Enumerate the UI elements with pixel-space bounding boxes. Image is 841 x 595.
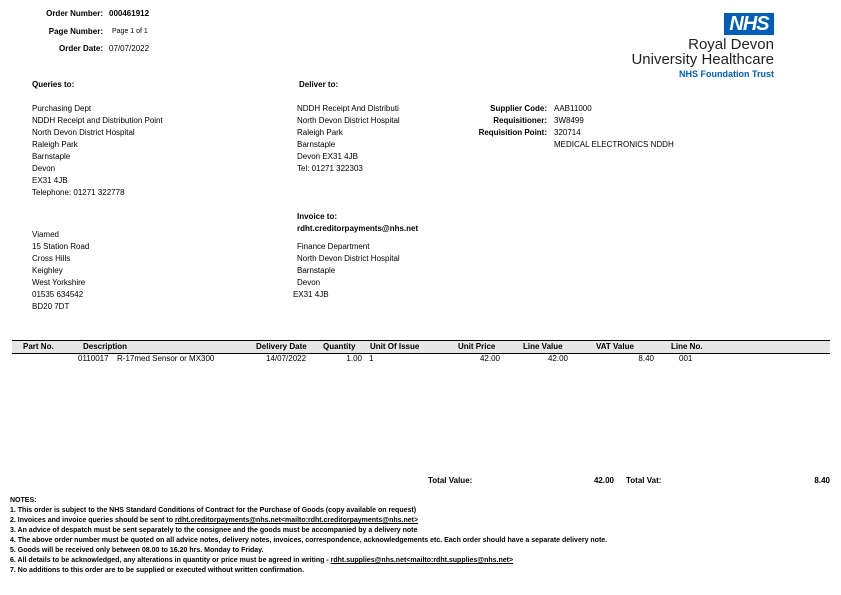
requisition-point-label: Requisition Point:	[478, 128, 547, 137]
cell-unit-price: 42.00	[479, 354, 500, 363]
note-7: 7. No additions to this order are to be supplied or executed without written confirmation.	[10, 567, 305, 574]
address-line: Viamed	[32, 230, 59, 239]
total-value: 42.00	[593, 476, 614, 485]
note-6	[10, 556, 607, 566]
trust-name: NHS Foundation Trust	[679, 69, 774, 79]
note-1: 1. This order is subject to the NHS Standard Conditions of Contract for the Purchase of Goods (copy available on request)	[10, 507, 417, 514]
address-line: BD20 7DT	[32, 302, 70, 311]
cell-delivery-date: 14/07/2022	[266, 354, 307, 363]
address-line: EX31 4JB	[32, 176, 68, 185]
total-vat-label: Total Vat:	[626, 476, 662, 485]
address-line: Devon	[297, 278, 321, 287]
invoice-to-address	[293, 241, 400, 301]
note-6-text: 6. All details to be acknowledged, any alterations in quantity or price must be agreed in writing -	[10, 557, 331, 564]
supplier-address	[32, 229, 89, 313]
col-part-no: Part No.	[23, 342, 54, 351]
note-3: 3. An advice of despatch must be sent separately to the consignee and the goods must be accompanied by a delivery note	[10, 527, 418, 534]
org-name-line2: University Healthcare	[631, 51, 774, 68]
invoice-to-label: Invoice to:	[297, 212, 338, 221]
address-line: Telephone: 01271 322778	[32, 188, 125, 197]
deliver-to-label: Deliver to:	[299, 80, 339, 89]
cell-line-no: 001	[679, 354, 693, 363]
order-number-label: Order Number:	[46, 9, 103, 18]
col-unit-of-issue: Unit Of Issue	[370, 342, 420, 351]
cell-vat-value: 8.40	[638, 354, 654, 363]
notes-title: NOTES:	[10, 497, 37, 504]
col-vat-value: VAT Value	[596, 342, 634, 351]
address-line: Devon	[32, 164, 56, 173]
address-line: 01535 634542	[32, 290, 84, 299]
order-date: 07/07/2022	[109, 44, 150, 53]
order-date-label: Order Date:	[58, 44, 103, 53]
supplier-code-label: Supplier Code:	[490, 104, 547, 113]
col-line-value: Line Value	[523, 342, 563, 351]
col-line-no: Line No.	[671, 342, 703, 351]
nhs-logo-badge: NHS	[724, 13, 774, 35]
cell-quantity: 1.00	[346, 354, 362, 363]
order-number: 000461912	[109, 9, 150, 18]
address-line: North Devon District Hospital	[297, 116, 400, 125]
address-line: Devon EX31 4JB	[297, 152, 358, 161]
address-line: Barnstaple	[297, 266, 336, 275]
address-line: West Yorkshire	[32, 278, 86, 287]
total-value-label: Total Value:	[428, 476, 473, 485]
col-description: Description	[83, 342, 128, 351]
address-line: NDDH Receipt And Distributi	[297, 104, 399, 113]
queries-to-label: Queries to:	[32, 80, 75, 89]
address-line: North Devon District Hospital	[297, 254, 400, 263]
cell-part-no: 0110017	[78, 354, 109, 363]
queries-to-address	[32, 103, 163, 199]
address-line: Finance Department	[297, 242, 370, 251]
creditor-email-link[interactable]: rdht.creditorpayments@nhs.net<mailto:rdht.creditorpayments@nhs.net>	[174, 517, 419, 524]
deliver-to-address	[297, 103, 400, 175]
supplies-email-link[interactable]: rdht.supplies@nhs.net<mailto:rdht.supplies@nhs.net>	[330, 557, 514, 564]
address-line: North Devon District Hospital	[32, 128, 135, 137]
address-line: Barnstaple	[32, 152, 71, 161]
cell-description: R-17med Sensor or MX300	[117, 354, 215, 363]
address-line: Raleigh Park	[32, 140, 78, 149]
address-line: 15 Station Road	[32, 242, 90, 251]
table-header	[12, 340, 830, 354]
invoice-email: rdht.creditorpayments@nhs.net	[297, 224, 419, 233]
requisition-point: 320714	[554, 128, 581, 137]
note-5: 5. Goods will be received only between 08.00 to 16.20 hrs. Monday to Friday.	[10, 547, 264, 554]
note-4: 4. The above order number must be quoted on all advice notes, delivery notes, invoices, correspondence, acknowledgements etc. Each order should have a separate delivery note.	[10, 537, 608, 544]
address-line: Barnstaple	[297, 140, 336, 149]
address-line: EX31 4JB	[293, 290, 329, 299]
address-line: Tel: 01271 322303	[297, 164, 363, 173]
requisitioner-label: Requisitioner:	[493, 116, 547, 125]
department: MEDICAL ELECTRONICS NDDH	[554, 140, 674, 149]
col-unit-price: Unit Price	[458, 342, 496, 351]
note-2	[10, 516, 607, 526]
address-line: NDDH Receipt and Distribution Point	[32, 116, 163, 125]
address-line: Keighley	[32, 266, 63, 275]
org-name-line1: Royal Devon	[688, 36, 774, 53]
cell-line-value: 42.00	[547, 354, 568, 363]
notes	[10, 496, 607, 576]
col-quantity: Quantity	[323, 342, 356, 351]
page-number: Page 1 of 1	[112, 28, 148, 35]
note-2-text: 2. Invoices and invoice queries should be sent to	[10, 517, 175, 524]
address-line: Raleigh Park	[297, 128, 343, 137]
cell-unit-of-issue: 1	[369, 354, 374, 363]
address-line: Cross Hills	[32, 254, 71, 263]
total-vat: 8.40	[814, 476, 830, 485]
supplier-code: AAB11000	[554, 104, 592, 113]
page-number-label: Page Number:	[48, 27, 103, 36]
col-delivery-date: Delivery Date	[256, 342, 307, 351]
requisitioner: 3W8499	[554, 116, 584, 125]
address-line: Purchasing Dept	[32, 104, 92, 113]
